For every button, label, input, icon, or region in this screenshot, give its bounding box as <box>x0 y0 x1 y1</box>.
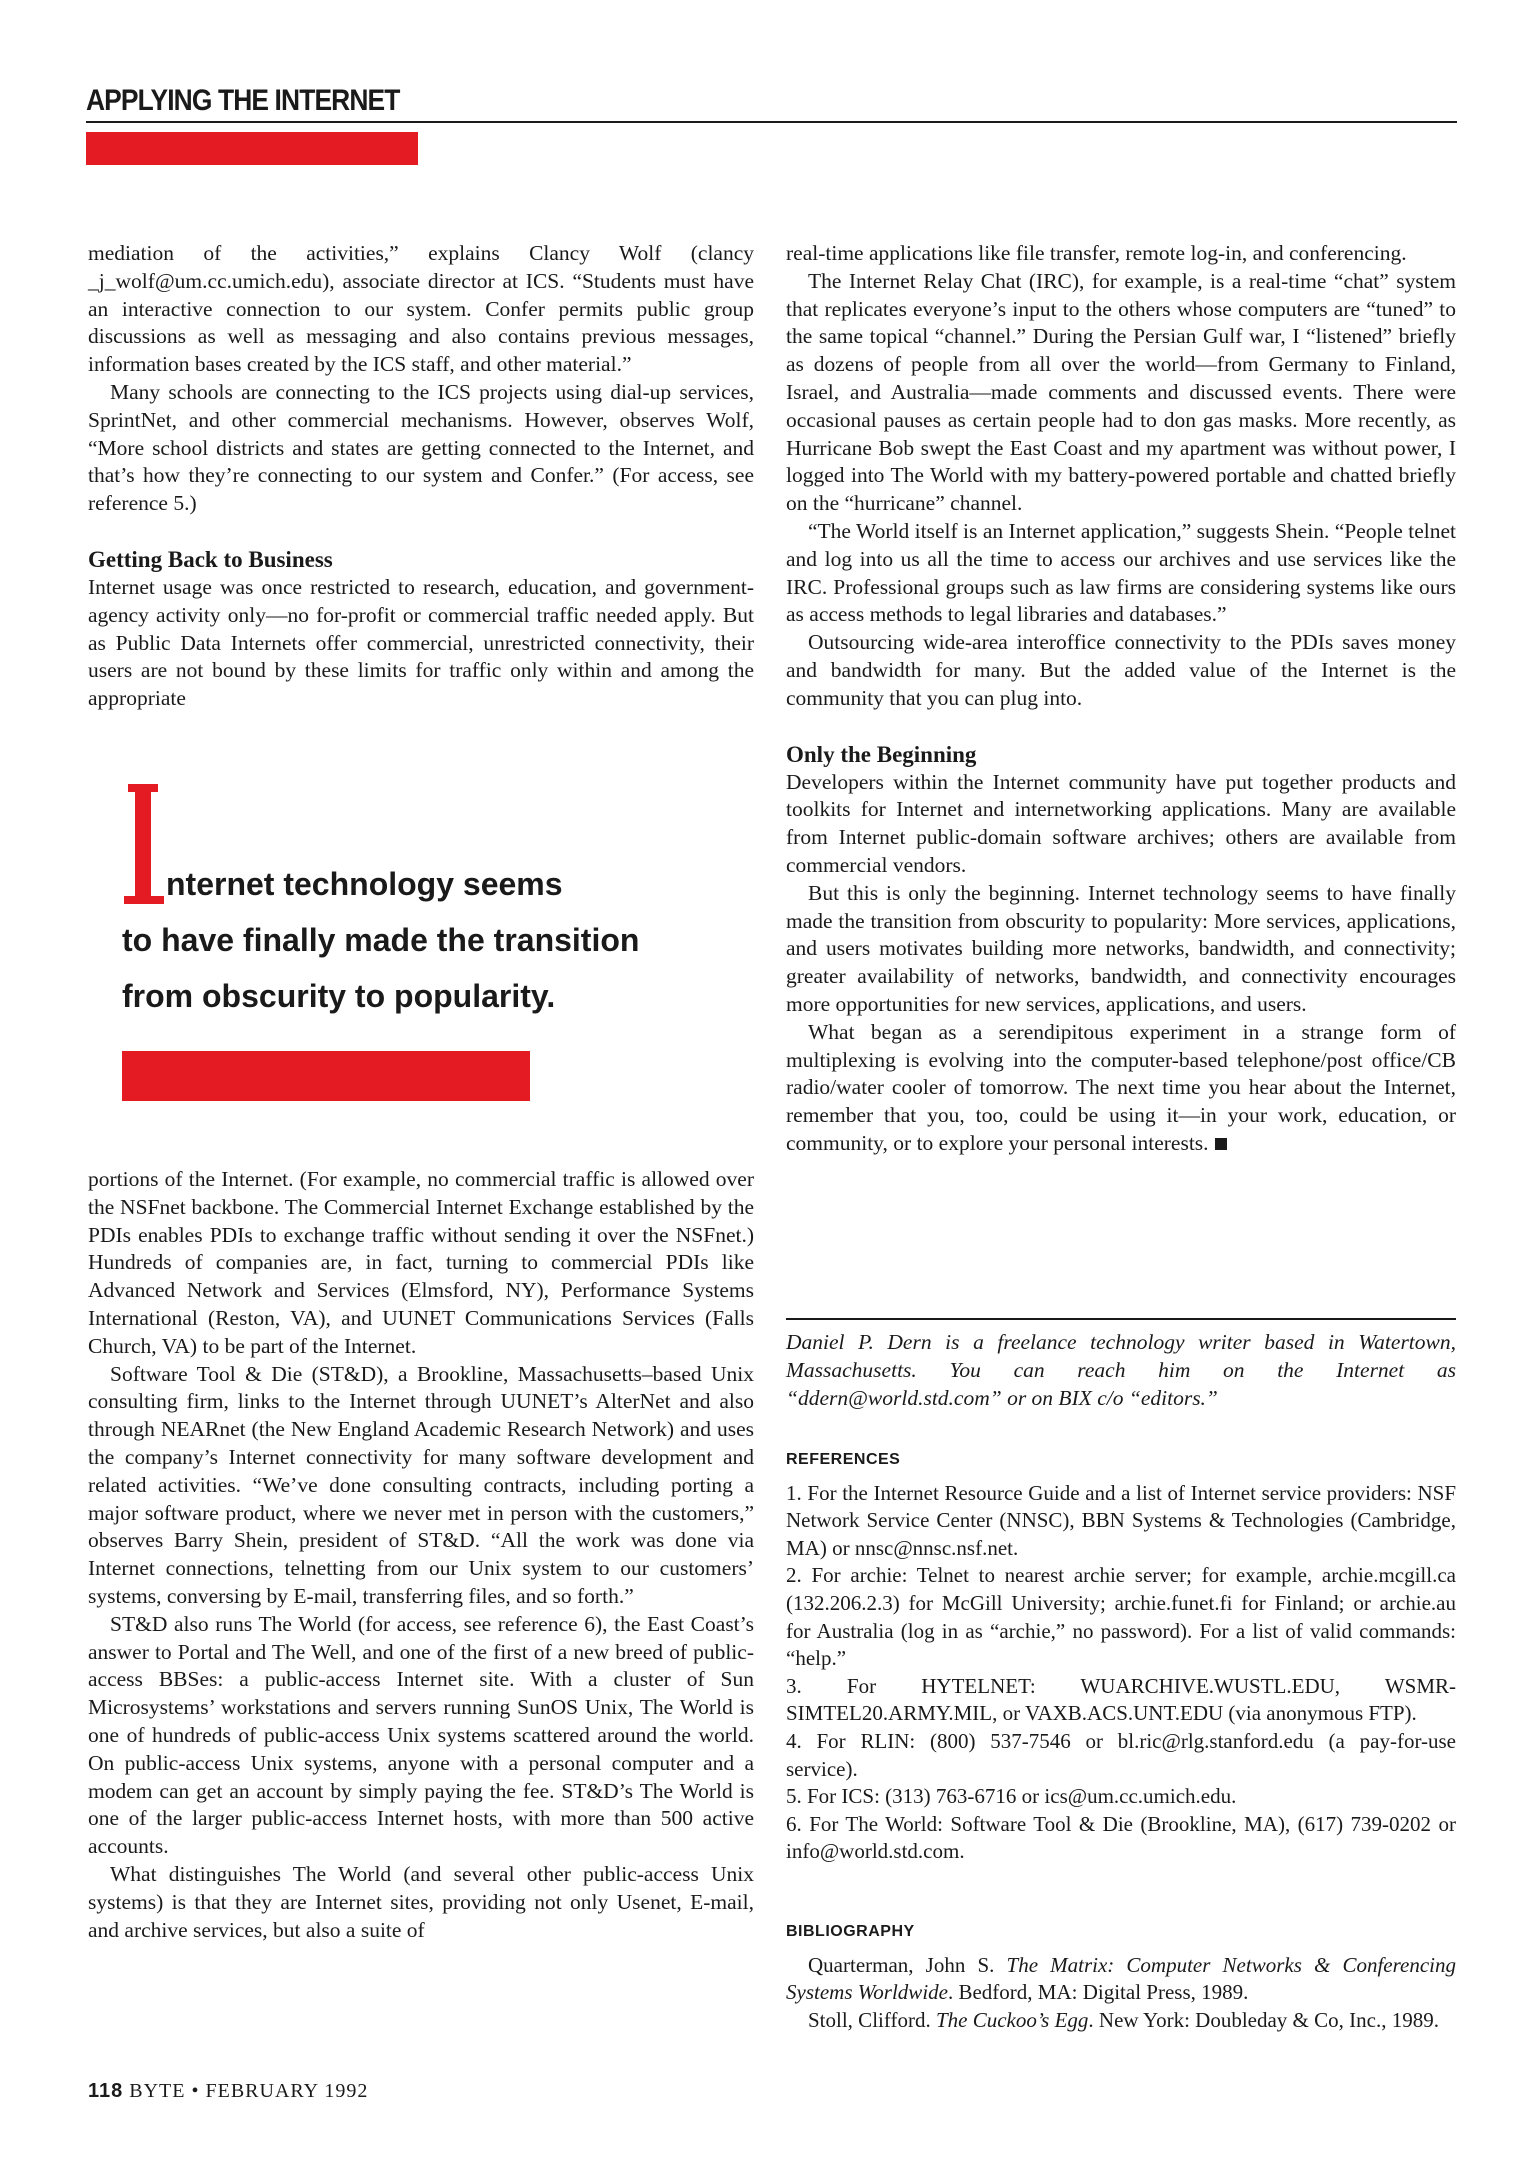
footer-separator: • <box>191 2080 200 2102</box>
reference-item: 6. For The World: Software Tool & Die (Brookline, MA), (617) 739-0202 or info@world.std.com. <box>786 1811 1456 1864</box>
section-heading: Getting Back to Business <box>88 546 333 572</box>
pullquote-line: to have finally made the transition <box>122 922 640 958</box>
reference-item: 3. For HYTELNET: WUARCHIVE.WUSTL.EDU, WSMR-SIMTEL20.ARMY.MIL, or VAXB.ACS.UNT.EDU (via anonymous FTP). <box>786 1673 1456 1726</box>
column-right <box>786 240 1456 1158</box>
page-number: 118 <box>88 2080 124 2102</box>
paragraph: “The World itself is an Internet application,” suggests Shein. “People telnet and log into us all the time to access our archives and use services like the IRC. Professional groups such as law firms are considering systems like ours as access methods to legal libraries and databases.” <box>786 518 1456 627</box>
bib-title: The Cuckoo’s Egg <box>935 2007 1089 2032</box>
reference-item: 2. For archie: Telnet to nearest archie server; for example, archie.mcgill.ca (132.206.2.3) for McGill University; archie.funet.fi for Finland; or archie.au for Australia (log in as “archie,” no password). For a list of valid commands: “help.” <box>786 1563 1456 1671</box>
paragraph-text: What began as a serendipitous experiment in a strange form of multiplexing is evolving into the computer-based telephone/post office/CB radio/water cooler of tomorrow. The next time you hear about the Internet, remember that you, too, could be using it—in your work, education, or community, or to explore your personal interests. <box>786 1019 1456 1155</box>
column-left-bottom <box>88 1166 754 1944</box>
bib-title: The Matrix: Computer Networks & Conferencing Systems Worldwide <box>786 1952 1456 2005</box>
pullquote-line: nternet technology seems <box>166 866 563 902</box>
header-accent-bar <box>86 132 418 165</box>
paragraph: But this is only the beginning. Internet technology seems to have finally made the transition from obscurity to popularity: More services, applications, and users motivates building more networks, bandwidth, and connectivity; greater availability of networks, bandwidth, and connectivity encourages more opportunities for new services, applications, and users. <box>786 880 1456 1016</box>
header-rule <box>86 121 1457 123</box>
end-mark-icon <box>1215 1138 1227 1150</box>
bib-publisher: . New York: Doubleday & Co, Inc., 1989. <box>1088 2007 1439 2032</box>
pullquote-dropcap <box>122 784 166 904</box>
bib-author: Quarterman, John S. <box>808 1952 1007 1977</box>
paragraph: Software Tool & Die (ST&D), a Brookline, Massachusetts–based Unix consulting firm, links to the Internet through UUNET’s AlterNet and also through NEARnet (the New England Academic Research Network) and uses the company’s Internet connectivity for many software development and related activities. “We’ve done consulting contracts, including porting a major software product, where we never met in person with the customers,” observes Barry Shein, president of ST&D. “All the work was done via Internet connections, telnetting from our Unix system to our customers’ systems, conversing by E-mail, transferring files, and so forth.” <box>88 1361 754 1608</box>
bib-publisher: . Bedford, MA: Digital Press, 1989. <box>947 1980 1249 2005</box>
paragraph: What distinguishes The World (and several other public-access Unix systems) is that they are Internet sites, providing not only Usenet, E-mail, and archive services, but also a suite of <box>88 1861 754 1942</box>
reference-item: 1. For the Internet Resource Guide and a list of Internet service providers: NSF Network Service Center (NNSC), BBN Systems & Technologies (Cambridge, MA) or nnsc@nnsc.nsf.net. <box>786 1480 1456 1560</box>
bibliography-entry <box>786 2007 1456 2035</box>
section-title: APPLYING THE INTERNET <box>86 84 400 117</box>
paragraph <box>786 1019 1456 1158</box>
magazine-name: BYTE <box>129 2080 186 2102</box>
issue-date: FEBRUARY 1992 <box>205 2080 369 2102</box>
pullquote-accent-bar <box>122 1051 530 1101</box>
references <box>786 1446 1456 1866</box>
pullquote-line: from obscurity to popularity. <box>122 978 556 1014</box>
reference-item: 4. For RLIN: (800) 537-7546 or bl.ric@rlg.stanford.edu (a pay-for-use service). <box>786 1728 1456 1781</box>
section-heading: Only the Beginning <box>786 741 977 767</box>
paragraph: The Internet Relay Chat (IRC), for example, is a real-time “chat” system that replicates everyone’s input to the others whose computers are “tuned” to the same topical “channel.” During the Persian Gulf war, I “listened” briefly as dozens of people from all over the world—from Germany to Finland, Israel, and Australia—made comments and discussed events. There were occasional pauses as certain people had to don gas masks. More recently, as Hurricane Bob swept the East Coast and my apartment was without power, I logged into The World with my battery-powered portable and chatted briefly on the “hurricane” channel. <box>786 268 1456 516</box>
references-heading: REFERENCES <box>786 1451 901 1468</box>
paragraph: real-time applications like file transfer, remote log-in, and conferencing. <box>786 241 1407 265</box>
bib-author: Stoll, Clifford. <box>808 2007 936 2032</box>
paragraph: mediation of the activities,” explains Clancy Wolf (clancy _j_wolf@um.cc.umich.edu), associate director at ICS. “Students must have an interactive connection to our system. Confer permits public group discussions as well as messaging and also contains previous messages, information bases created by the ICS staff, and other material.” <box>88 241 754 377</box>
pullquote-dropcap-letter: I <box>122 784 123 785</box>
page-footer <box>88 2080 368 2103</box>
paragraph: Many schools are connecting to the ICS projects using dial-up services, SprintNet, and other commercial mechanisms. However, observes Wolf, “More school districts and states are getting connected to the Internet, and that’s how they’re connecting to our system and Confer.” (For access, see reference 5.) <box>88 379 754 516</box>
column-left-top <box>88 240 754 713</box>
paragraph: Internet usage was once restricted to research, education, and government-agency activity only—no for-profit or commercial traffic needed apply. But as Public Data Internets offer commercial, unrestricted connectivity, their users are not bound by these limits for traffic only within and among the appropriate <box>88 574 754 711</box>
paragraph: Developers within the Internet community have put together products and toolkits for Internet and internetworking applications. Many are available from Internet public-domain software archives; others are available from commercial vendors. <box>786 769 1456 877</box>
bio-rule <box>786 1318 1456 1320</box>
author-bio: Daniel P. Dern is a freelance technology writer based in Watertown, Massachusetts. You can reach him on the Internet as “ddern@world.std.com” or on BIX c/o “editors.” <box>786 1330 1456 1410</box>
paragraph: Outsourcing wide-area interoffice connectivity to the PDIs saves money and bandwidth for many. But the added value of the Internet is the community that you can plug into. <box>786 630 1456 710</box>
bibliography-entry <box>786 1952 1456 2007</box>
paragraph: ST&D also runs The World (for access, see reference 6), the East Coast’s answer to Portal and The Well, and one of the first of a new breed of public-access BBSes: a public-access Internet site. With a cluster of Sun Microsystems’ workstations and servers running SunOS Unix, The World is one of hundreds of public-access Unix systems scattered around the world. On public-access Unix systems, anyone with a personal computer and a modem can get an account by simply paying the fee. ST&D’s The World is one of the larger public-access Internet hosts, with more than 500 active accounts. <box>88 1611 754 1859</box>
paragraph: portions of the Internet. (For example, no commercial traffic is allowed over the NSFnet backbone. The Commercial Internet Exchange established by the PDIs enables PDIs to exchange traffic without sending it over the NSFnet.) Hundreds of companies are, in fact, turning to commercial PDIs like Advanced Network and Services (Elmsford, NY), Performance Systems International (Reston, VA), and UUNET Communications Services (Falls Church, VA) to be part of the Internet. <box>88 1167 754 1358</box>
bibliography-heading: BIBLIOGRAPHY <box>786 1923 915 1940</box>
reference-item: 5. For ICS: (313) 763-6716 or ics@um.cc.umich.edu. <box>786 1784 1237 1809</box>
bibliography <box>786 1918 1456 2034</box>
